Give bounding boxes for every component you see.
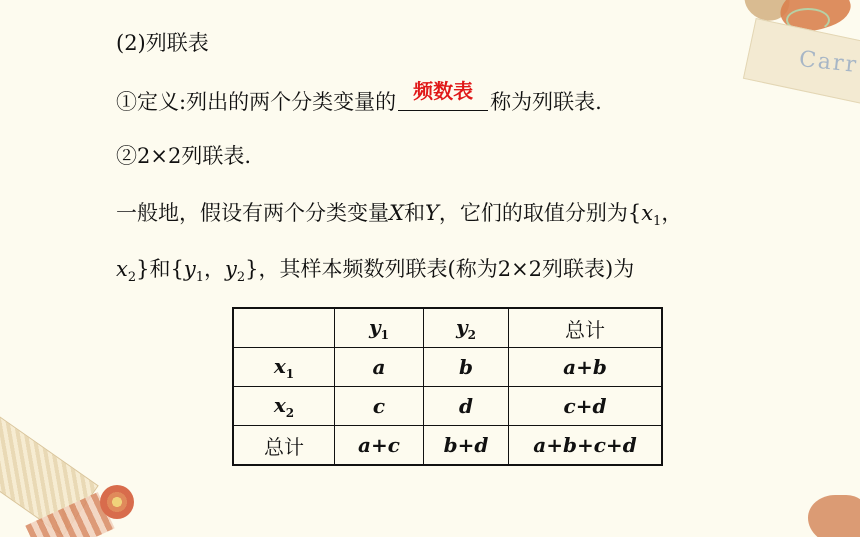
subscript: 1 — [653, 214, 662, 229]
row-label-text: x — [273, 392, 286, 417]
corner-decoration-bottom-left — [0, 407, 160, 537]
definition-prefix: ①定义:列出的两个分类变量的 — [116, 90, 397, 114]
paragraph-text: ， — [204, 257, 226, 281]
cell-text: a+b+c+d — [533, 433, 637, 457]
table-header-y2 — [424, 308, 509, 348]
cell-text: c — [372, 394, 386, 418]
value-y1: y — [183, 257, 196, 281]
flower-icon — [100, 485, 134, 519]
answer-blank — [398, 79, 488, 111]
cell-text: d — [459, 394, 473, 418]
variable-y: Y — [424, 201, 439, 225]
table-cell — [424, 426, 509, 466]
paragraph-line-1 — [116, 198, 682, 237]
contingency-table — [232, 307, 663, 466]
table-cell — [335, 387, 424, 426]
cell-text: a — [372, 355, 386, 379]
table-row-total — [233, 426, 662, 466]
subscript: 2 — [467, 327, 476, 342]
subsection-title: ②2×2列联表. — [116, 144, 251, 168]
row-label-x1 — [233, 348, 335, 387]
cell-text: a+c — [358, 433, 400, 457]
table-cell — [424, 348, 509, 387]
subscript: 1 — [195, 270, 205, 285]
table-cell-grand-total — [509, 426, 663, 466]
paragraph-text: 一般地，假设有两个分类变量 — [116, 201, 389, 225]
value-y2: y — [225, 257, 237, 281]
table-row — [233, 348, 662, 387]
table-header-blank — [233, 308, 335, 348]
subscript: 1 — [380, 327, 389, 342]
definition-suffix: 称为列联表. — [490, 90, 602, 114]
paragraph-text: 和 — [403, 201, 425, 225]
row-label-total: 总计 — [233, 426, 335, 466]
row-label-x2 — [233, 387, 335, 426]
header-y1-text: y — [369, 314, 381, 339]
decoration-text: Carr — [797, 46, 860, 79]
section-title: (2)列联表 — [116, 31, 209, 55]
paragraph-text: ， — [661, 201, 683, 225]
paragraph-line-2 — [116, 254, 634, 293]
table-header-row — [233, 308, 662, 348]
subscript: 2 — [236, 270, 246, 285]
table-cell — [424, 387, 509, 426]
cell-text: b — [459, 355, 473, 379]
corner-decoration-top-right — [700, 0, 860, 120]
leaf-decoration — [808, 495, 860, 537]
subscript: 1 — [285, 366, 295, 381]
paragraph-text: }，其样本频数列联表(称为2×2列联表)为 — [245, 257, 635, 281]
table-cell — [335, 348, 424, 387]
value-x2: x — [116, 257, 128, 281]
table-cell — [335, 426, 424, 466]
subscript: 2 — [127, 270, 137, 285]
subscript: 2 — [285, 405, 295, 420]
value-x1: x — [641, 201, 654, 225]
table-cell-total — [509, 387, 663, 426]
table-header-y1 — [335, 308, 424, 348]
cell-text: b+d — [443, 433, 489, 457]
row-label-text: x — [273, 353, 286, 378]
cell-text: c+d — [563, 394, 607, 418]
cell-text: a+b — [563, 355, 607, 379]
header-y2-text: y — [456, 314, 468, 339]
table-row — [233, 387, 662, 426]
paragraph-text: ，它们的取值分别为{ — [438, 201, 642, 225]
variable-x: X — [389, 201, 404, 225]
definition-line — [116, 79, 602, 117]
answer-text: 频数表 — [413, 79, 474, 103]
table-header-total: 总计 — [509, 308, 663, 348]
corner-decoration-bottom-right — [790, 477, 860, 537]
paragraph-text: }和{ — [136, 257, 184, 281]
table-cell-total — [509, 348, 663, 387]
